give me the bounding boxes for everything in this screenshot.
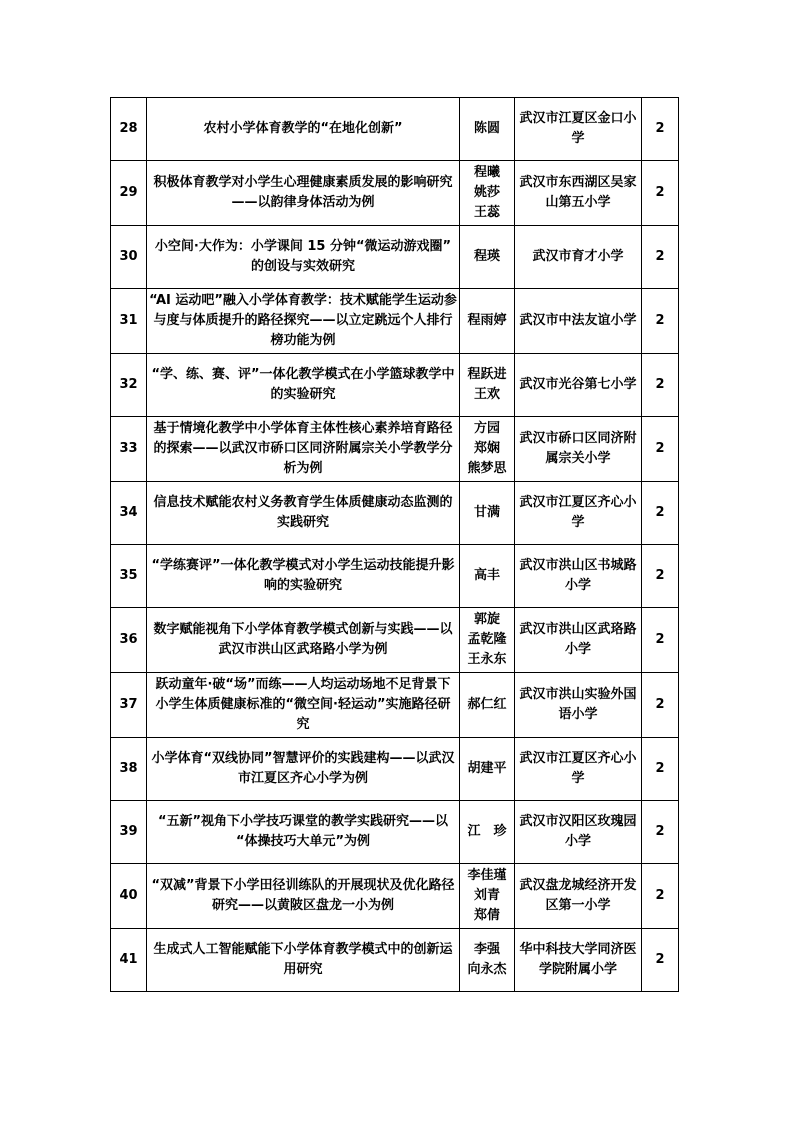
row-number-cell: 36 [111,608,147,673]
title-cell: 跃动童年·破“场”而练——人均运动场地不足背景下小学生体质健康标准的“微空间·轻运动”实施路径研究 [147,673,460,738]
score-cell: 2 [642,738,679,801]
score-cell: 2 [642,864,679,929]
table-row [111,417,679,482]
authors-cell [460,738,515,801]
author-name: 向永杰 [467,962,507,977]
school-cell: 武汉市中法友谊小学 [515,289,642,354]
row-number-cell: 41 [111,929,147,992]
score-cell: 2 [642,801,679,864]
authors-cell [460,98,515,161]
score-cell: 2 [642,417,679,482]
table-body [111,98,679,992]
score-cell: 2 [642,545,679,608]
row-number-cell: 39 [111,801,147,864]
title-cell: “五新”视角下小学技巧课堂的教学实践研究——以“体操技巧大单元”为例 [147,801,460,864]
table-row [111,864,679,929]
author-name: 胡建平 [467,761,507,776]
title-cell: 数字赋能视角下小学体育教学模式创新与实践——以武汉市洪山区武珞路小学为例 [147,608,460,673]
school-cell: 武汉盘龙城经济开发区第一小学 [515,864,642,929]
school-cell: 武汉市江夏区齐心小学 [515,482,642,545]
school-cell: 武汉市硚口区同济附属宗关小学 [515,417,642,482]
school-cell: 武汉市江夏区金口小学 [515,98,642,161]
row-number-cell: 33 [111,417,147,482]
authors-cell [460,161,515,226]
score-cell: 2 [642,289,679,354]
author-name: 陈圆 [473,121,500,136]
results-table [110,97,679,992]
title-cell: 基于情境化教学中小学体育主体性核心素养培育路径的探索——以武汉市硚口区同济附属宗关小学教学分析为例 [147,417,460,482]
score-cell: 2 [642,98,679,161]
author-name: 王欢 [473,387,500,402]
row-number-cell: 29 [111,161,147,226]
table-row [111,98,679,161]
title-cell: 生成式人工智能赋能下小学体育教学模式中的创新运用研究 [147,929,460,992]
school-cell: 武汉市育才小学 [515,226,642,289]
author-name: 方园 [473,421,500,436]
authors-cell [460,864,515,929]
school-cell: 武汉市汉阳区玫瑰园小学 [515,801,642,864]
authors-cell [460,608,515,673]
row-number-cell: 37 [111,673,147,738]
score-cell: 2 [642,608,679,673]
row-number-cell: 38 [111,738,147,801]
author-name: 熊梦思 [467,461,507,476]
row-number-cell: 35 [111,545,147,608]
table-row [111,929,679,992]
title-cell: 信息技术赋能农村义务教育学生体质健康动态监测的实践研究 [147,482,460,545]
authors-cell [460,482,515,545]
author-name: 甘满 [473,505,500,520]
score-cell: 2 [642,161,679,226]
school-cell: 武汉市江夏区齐心小学 [515,738,642,801]
authors-cell [460,673,515,738]
author-name: 孟乾隆 [467,632,507,647]
authors-cell [460,545,515,608]
authors-cell [460,801,515,864]
table-row [111,608,679,673]
authors-cell [460,289,515,354]
author-name: 程雨婷 [467,313,507,328]
row-number-cell: 28 [111,98,147,161]
authors-cell [460,226,515,289]
row-number-cell: 34 [111,482,147,545]
table-row [111,289,679,354]
title-cell: “AI 运动吧”融入小学体育教学：技术赋能学生运动参与度与体质提升的路径探究——以立定跳远个人排行榜功能为例 [147,289,460,354]
table-row [111,801,679,864]
row-number-cell: 32 [111,354,147,417]
author-name: 姚莎 [473,185,500,200]
author-name: 程跃进 [467,367,507,382]
title-cell: 小学体育“双线协同”智慧评价的实践建构——以武汉市江夏区齐心小学为例 [147,738,460,801]
table-row [111,161,679,226]
authors-cell [460,417,515,482]
row-number-cell: 31 [111,289,147,354]
table-row [111,482,679,545]
school-cell: 武汉市东西湖区吴家山第五小学 [515,161,642,226]
school-cell: 武汉市洪山区书城路小学 [515,545,642,608]
author-name: 郝仁红 [467,697,507,712]
score-cell: 2 [642,354,679,417]
title-cell: 农村小学体育教学的“在地化创新” [147,98,460,161]
school-cell: 华中科技大学同济医学院附属小学 [515,929,642,992]
score-cell: 2 [642,929,679,992]
authors-cell [460,354,515,417]
author-name: 郑娴 [473,441,500,456]
school-cell: 武汉市洪山实验外国语小学 [515,673,642,738]
author-name: 刘青 [473,888,500,903]
table-row [111,673,679,738]
author-name: 李强 [473,942,500,957]
row-number-cell: 40 [111,864,147,929]
row-number-cell: 30 [111,226,147,289]
score-cell: 2 [642,673,679,738]
title-cell: “学、练、赛、评”一体化教学模式在小学篮球教学中的实验研究 [147,354,460,417]
table-row [111,545,679,608]
author-name: 郭旋 [473,612,500,627]
title-cell: 积极体育教学对小学生心理健康素质发展的影响研究——以韵律身体活动为例 [147,161,460,226]
author-name: 王永东 [467,652,507,667]
school-cell: 武汉市洪山区武珞路小学 [515,608,642,673]
title-cell: “双减”背景下小学田径训练队的开展现状及优化路径研究——以黄陂区盘龙一小为例 [147,864,460,929]
author-name: 江 珍 [467,824,507,839]
table-row [111,354,679,417]
authors-cell [460,929,515,992]
author-name: 李佳瑾 [467,868,507,883]
title-cell: 小空间·大作为：小学课间 15 分钟“微运动游戏圈”的创设与实效研究 [147,226,460,289]
author-name: 郑倩 [473,908,500,923]
table-row [111,738,679,801]
score-cell: 2 [642,226,679,289]
author-name: 高丰 [473,568,500,583]
table-row [111,226,679,289]
score-cell: 2 [642,482,679,545]
author-name: 程瑛 [473,249,500,264]
author-name: 王蕊 [473,205,500,220]
title-cell: “学练赛评”一体化教学模式对小学生运动技能提升影响的实验研究 [147,545,460,608]
school-cell: 武汉市光谷第七小学 [515,354,642,417]
author-name: 程曦 [473,165,500,180]
